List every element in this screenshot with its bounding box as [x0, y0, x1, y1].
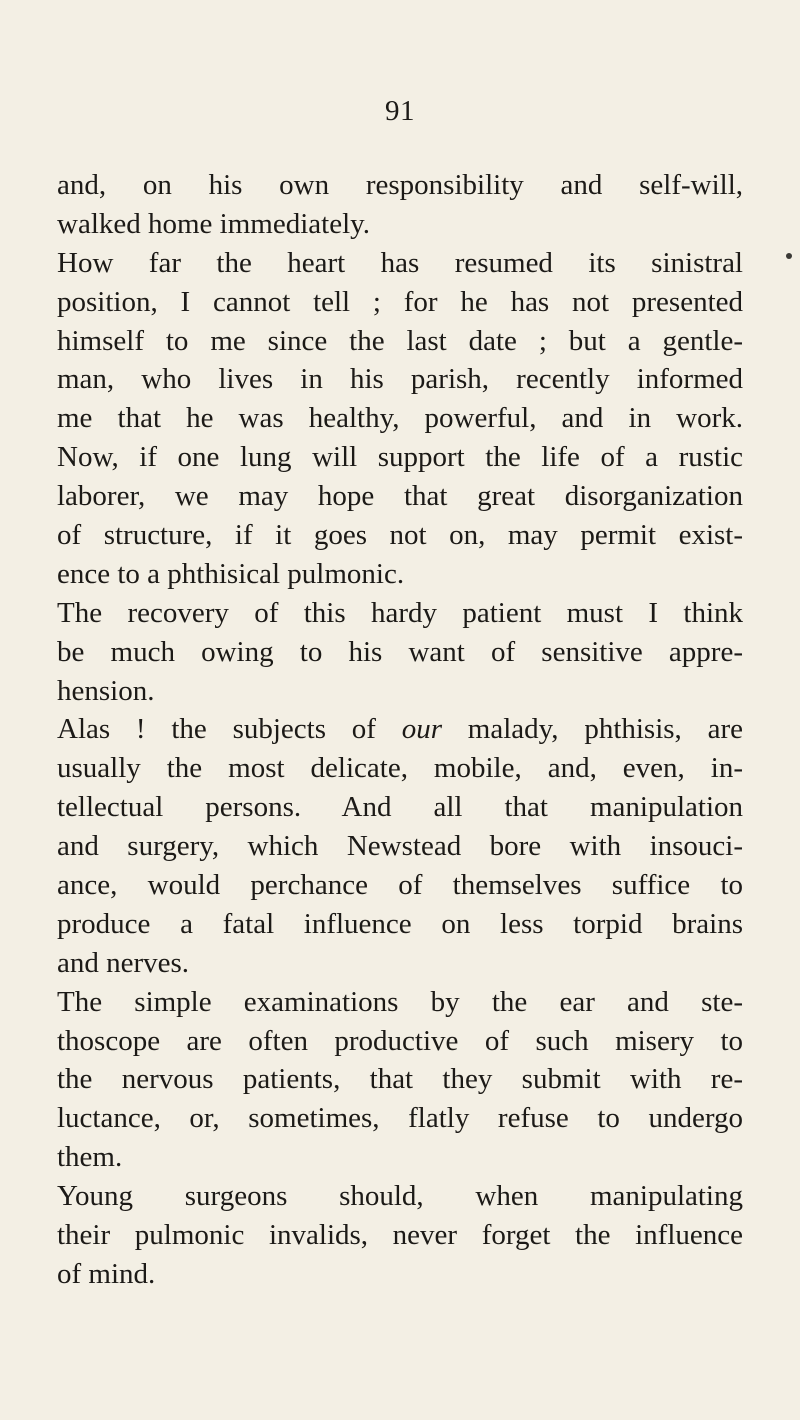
- text-line: me that he was healthy, powerful, and in work.: [57, 402, 743, 435]
- text-line: and surgery, which Newstead bore with insouci-: [57, 830, 743, 863]
- text-line: of mind.: [57, 1257, 156, 1290]
- text-line: position, I cannot tell ; for he has not presented: [57, 285, 743, 318]
- text-line: Young surgeons should, when manipulating: [57, 1180, 743, 1213]
- text-line: their pulmonic invalids, never forget the influence: [57, 1219, 743, 1252]
- text-line: thoscope are often productive of such misery to: [57, 1024, 743, 1057]
- text-line: ance, would perchance of themselves suffice to: [57, 869, 743, 902]
- text-line: himself to me since the last date ; but a gentle-: [57, 324, 743, 357]
- text-line: and nerves.: [57, 946, 190, 979]
- text-line: hension.: [57, 674, 155, 707]
- text-line: The recovery of this hardy patient must I think: [57, 596, 743, 629]
- text-line: the nervous patients, that they submit with re-: [57, 1063, 743, 1096]
- text-segment: malady, phthisis, are: [442, 713, 743, 746]
- body-text: [57, 166, 743, 1294]
- text-line: be much owing to his want of sensitive appre-: [57, 635, 743, 668]
- text-line: Now, if one lung will support the life of a rustic: [57, 441, 743, 474]
- text-line: them.: [57, 1141, 123, 1174]
- page-number: 91: [385, 95, 415, 127]
- text-line: tellectual persons. And all that manipulation: [57, 791, 743, 824]
- text-line: walked home immediately.: [57, 207, 370, 240]
- text-line: luctance, or, sometimes, flatly refuse to undergo: [57, 1102, 743, 1135]
- text-line: of structure, if it goes not on, may permit exist-: [57, 519, 743, 552]
- ink-speck: [786, 253, 792, 259]
- italic-emphasis: our: [401, 713, 443, 746]
- text-line: and, on his own responsibility and self-will,: [57, 169, 743, 201]
- text-line: usually the most delicate, mobile, and, even, in-: [57, 752, 743, 785]
- text-line: [57, 710, 743, 749]
- text-line: man, who lives in his parish, recently informed: [57, 363, 743, 396]
- text-line: How far the heart has resumed its sinistral: [57, 246, 743, 279]
- text-segment: Alas ! the subjects of: [57, 713, 402, 746]
- text-line: produce a fatal influence on less torpid brains: [57, 907, 743, 940]
- text-line: ence to a phthisical pulmonic.: [57, 557, 405, 590]
- text-line: laborer, we may hope that great disorganization: [57, 480, 743, 513]
- text-line: The simple examinations by the ear and ste-: [57, 985, 743, 1018]
